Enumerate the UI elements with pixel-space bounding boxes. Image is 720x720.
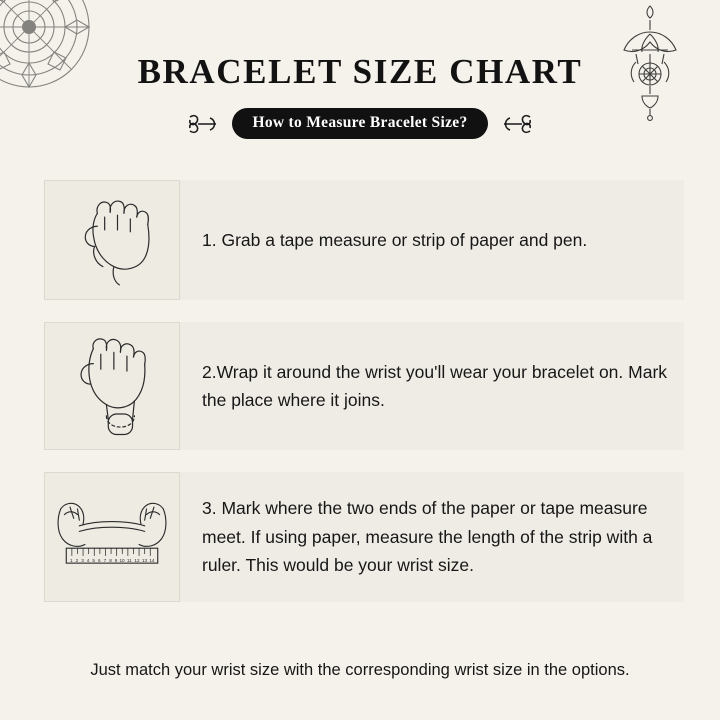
hand-fist-line-drawing-icon xyxy=(44,180,180,300)
svg-text:8: 8 xyxy=(109,558,112,564)
list-item xyxy=(44,322,684,450)
svg-text:5: 5 xyxy=(92,558,95,564)
subtitle-pill: How to Measure Bracelet Size? xyxy=(232,108,487,139)
hand-with-measuring-tape-line-drawing-icon xyxy=(44,322,180,450)
list-item xyxy=(44,180,684,300)
step-text xyxy=(180,472,684,602)
step-3-text: 3. Mark where the two ends of the paper or tape measure meet. If using paper, measure the length of the strip with a ruler. This would be your wrist size. xyxy=(202,498,653,576)
svg-text:14: 14 xyxy=(149,558,155,564)
svg-text:12: 12 xyxy=(134,558,140,564)
subtitle-row xyxy=(0,108,720,139)
steps-list xyxy=(44,180,684,624)
step-2-text: 2.Wrap it around the wrist you'll wear your bracelet on. Mark the place where it joins. xyxy=(202,361,668,410)
list-item xyxy=(44,472,684,602)
svg-text:4: 4 xyxy=(86,558,90,564)
flourish-icon xyxy=(498,111,534,137)
svg-text:9: 9 xyxy=(114,558,118,564)
svg-text:6: 6 xyxy=(98,558,101,564)
step-text xyxy=(180,322,684,450)
flourish-icon xyxy=(186,111,222,137)
hands-measuring-strip-with-ruler-line-drawing-icon xyxy=(44,472,180,602)
svg-text:7: 7 xyxy=(103,558,107,564)
svg-text:3: 3 xyxy=(81,558,84,564)
svg-text:2: 2 xyxy=(75,558,79,564)
page-title: BRACELET SIZE CHART xyxy=(137,52,583,91)
step-text xyxy=(180,180,684,300)
step-1-text: 1. Grab a tape measure or strip of paper and pen. xyxy=(202,229,588,250)
svg-text:1: 1 xyxy=(70,558,73,564)
svg-text:11: 11 xyxy=(126,558,132,564)
footer-note: Just match your wrist size with the corresponding wrist size in the options. xyxy=(90,661,630,679)
svg-text:13: 13 xyxy=(141,558,148,564)
svg-text:10: 10 xyxy=(119,558,125,564)
